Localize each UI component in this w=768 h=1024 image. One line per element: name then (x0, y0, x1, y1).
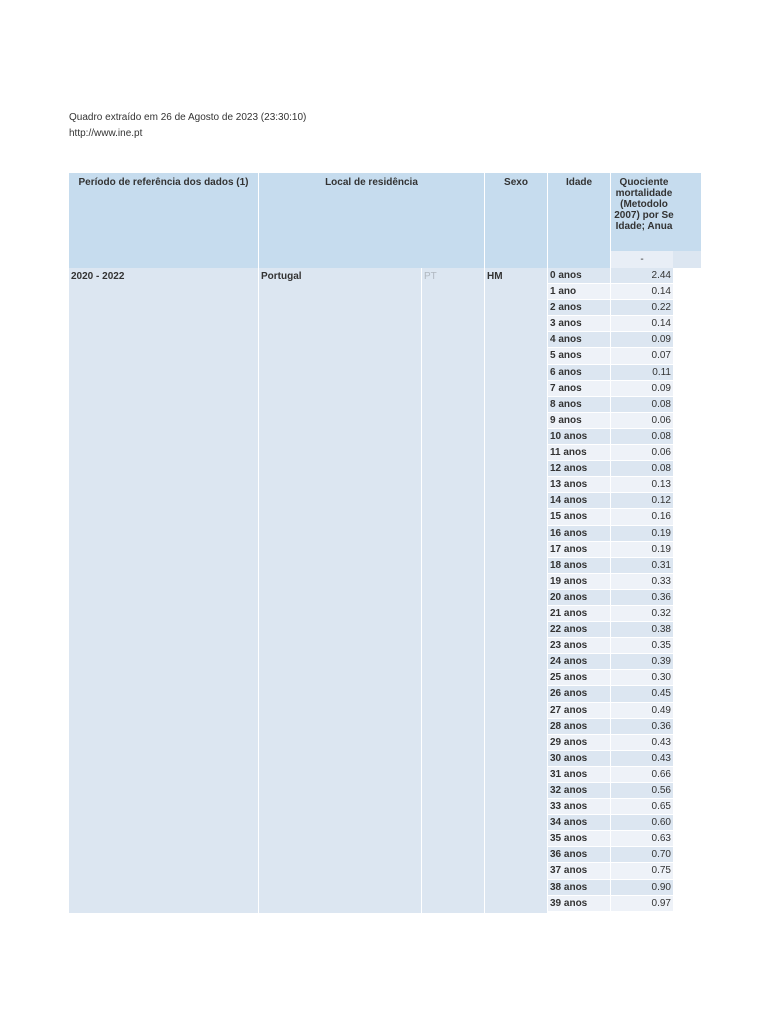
age-cell: 22 anos (548, 622, 610, 637)
age-cell: 34 anos (548, 815, 610, 830)
value-cell: 0.19 (611, 526, 673, 541)
age-cell: 21 anos (548, 606, 610, 621)
table-row (548, 332, 673, 348)
age-cell: 19 anos (548, 574, 610, 589)
table-row (548, 896, 673, 912)
value-cell: 0.06 (611, 445, 673, 460)
table-row (548, 622, 673, 638)
value-cell: 0.13 (611, 477, 673, 492)
table-row (548, 831, 673, 847)
table-row (548, 863, 673, 879)
age-cell: 37 anos (548, 863, 610, 878)
table-row (548, 542, 673, 558)
table-row (548, 767, 673, 783)
source-url[interactable]: http://www.ine.pt (69, 128, 143, 139)
table-row (548, 268, 673, 284)
header-indicator-line: (Metodolo (620, 199, 668, 210)
table-row (548, 381, 673, 397)
period-cell: 2020 - 2022 (69, 268, 258, 913)
value-cell: 0.56 (611, 783, 673, 798)
value-cell: 0.90 (611, 880, 673, 895)
age-cell: 12 anos (548, 461, 610, 476)
age-cell: 18 anos (548, 558, 610, 573)
extraction-note: Quadro extraído em 26 de Agosto de 2023 (23:30:10) (69, 112, 307, 123)
age-cell: 35 anos (548, 831, 610, 846)
table-row (548, 719, 673, 735)
header-indicator-line: mortalidade (615, 188, 673, 199)
age-cell: 1 ano (548, 284, 610, 299)
age-cell: 33 anos (548, 799, 610, 814)
age-cell: 26 anos (548, 686, 610, 701)
table-row (548, 735, 673, 751)
age-cell: 31 anos (548, 767, 610, 782)
age-cell: 36 anos (548, 847, 610, 862)
value-cell: 0.65 (611, 799, 673, 814)
table-row (548, 429, 673, 445)
value-cell: 0.60 (611, 815, 673, 830)
unit-cell: - (611, 251, 673, 268)
value-cell: 0.14 (611, 316, 673, 331)
table-row (548, 880, 673, 896)
value-cell: 0.22 (611, 300, 673, 315)
residence-code-cell: PT (422, 268, 484, 913)
value-cell: 0.49 (611, 703, 673, 718)
value-cell: 2.44 (611, 268, 673, 283)
sex-cell: HM (485, 268, 547, 913)
value-cell: 0.33 (611, 574, 673, 589)
age-cell: 30 anos (548, 751, 610, 766)
value-cell: 0.38 (611, 622, 673, 637)
table-row (548, 397, 673, 413)
value-cell: 0.09 (611, 381, 673, 396)
table-row (548, 606, 673, 622)
value-cell: 0.11 (611, 365, 673, 380)
table-row (548, 686, 673, 702)
value-cell: 0.08 (611, 461, 673, 476)
table-row (548, 461, 673, 477)
table-row (548, 638, 673, 654)
header-age: Idade (548, 173, 610, 268)
table-row (548, 348, 673, 364)
age-cell: 38 anos (548, 880, 610, 895)
age-value-table (548, 268, 673, 912)
age-cell: 15 anos (548, 509, 610, 524)
table-row (548, 751, 673, 767)
value-cell: 0.08 (611, 429, 673, 444)
age-cell: 5 anos (548, 348, 610, 363)
value-cell: 0.39 (611, 654, 673, 669)
value-cell: 0.08 (611, 397, 673, 412)
table-row (548, 316, 673, 332)
value-cell: 0.36 (611, 590, 673, 605)
age-cell: 17 anos (548, 542, 610, 557)
age-cell: 4 anos (548, 332, 610, 347)
age-cell: 24 anos (548, 654, 610, 669)
value-cell: 0.43 (611, 751, 673, 766)
age-cell: 0 anos (548, 268, 610, 283)
value-cell: 0.07 (611, 348, 673, 363)
table-row (548, 590, 673, 606)
age-cell: 9 anos (548, 413, 610, 428)
value-cell: 0.31 (611, 558, 673, 573)
age-cell: 25 anos (548, 670, 610, 685)
value-cell: 0.66 (611, 767, 673, 782)
table-row (548, 558, 673, 574)
value-cell: 0.43 (611, 735, 673, 750)
header-residence: Local de residência (259, 173, 484, 268)
value-cell: 0.70 (611, 847, 673, 862)
age-cell: 7 anos (548, 381, 610, 396)
table-row (548, 413, 673, 429)
value-cell: 0.14 (611, 284, 673, 299)
age-cell: 6 anos (548, 365, 610, 380)
age-cell: 10 anos (548, 429, 610, 444)
table-row (548, 300, 673, 316)
value-cell: 0.09 (611, 332, 673, 347)
value-cell: 0.75 (611, 863, 673, 878)
header-sex: Sexo (485, 173, 547, 268)
table-row (548, 654, 673, 670)
table-row (548, 284, 673, 300)
age-cell: 39 anos (548, 896, 610, 911)
table-row (548, 847, 673, 863)
value-cell: 0.45 (611, 686, 673, 701)
table-row (548, 799, 673, 815)
table-row (548, 574, 673, 590)
age-cell: 28 anos (548, 719, 610, 734)
age-cell: 2 anos (548, 300, 610, 315)
table-row (548, 703, 673, 719)
value-cell: 0.32 (611, 606, 673, 621)
table-row (548, 493, 673, 509)
age-cell: 16 anos (548, 526, 610, 541)
age-cell: 8 anos (548, 397, 610, 412)
value-cell: 0.16 (611, 509, 673, 524)
age-cell: 3 anos (548, 316, 610, 331)
value-cell: 0.30 (611, 670, 673, 685)
table-row (548, 783, 673, 799)
header-indicator-line: 2007) por Se (614, 210, 674, 221)
table-row (548, 815, 673, 831)
age-cell: 32 anos (548, 783, 610, 798)
value-cell: 0.63 (611, 831, 673, 846)
value-cell: 0.36 (611, 719, 673, 734)
age-cell: 29 anos (548, 735, 610, 750)
table-row (548, 477, 673, 493)
header-indicator-line: Quociente (619, 177, 669, 188)
age-cell: 27 anos (548, 703, 610, 718)
age-cell: 23 anos (548, 638, 610, 653)
age-cell: 13 anos (548, 477, 610, 492)
age-cell: 20 anos (548, 590, 610, 605)
value-cell: 0.06 (611, 413, 673, 428)
value-cell: 0.35 (611, 638, 673, 653)
value-cell: 0.19 (611, 542, 673, 557)
header-indicator-line: Idade; Anua (615, 221, 673, 232)
residence-cell: Portugal (259, 268, 421, 913)
header-period: Período de referência dos dados (1) (69, 173, 258, 268)
table-row (548, 526, 673, 542)
table-row (548, 365, 673, 381)
table-row (548, 509, 673, 525)
age-cell: 14 anos (548, 493, 610, 508)
table-row (548, 445, 673, 461)
value-cell: 0.12 (611, 493, 673, 508)
age-cell: 11 anos (548, 445, 610, 460)
value-cell: 0.97 (611, 896, 673, 911)
table-row (548, 670, 673, 686)
header-indicator (611, 173, 701, 251)
